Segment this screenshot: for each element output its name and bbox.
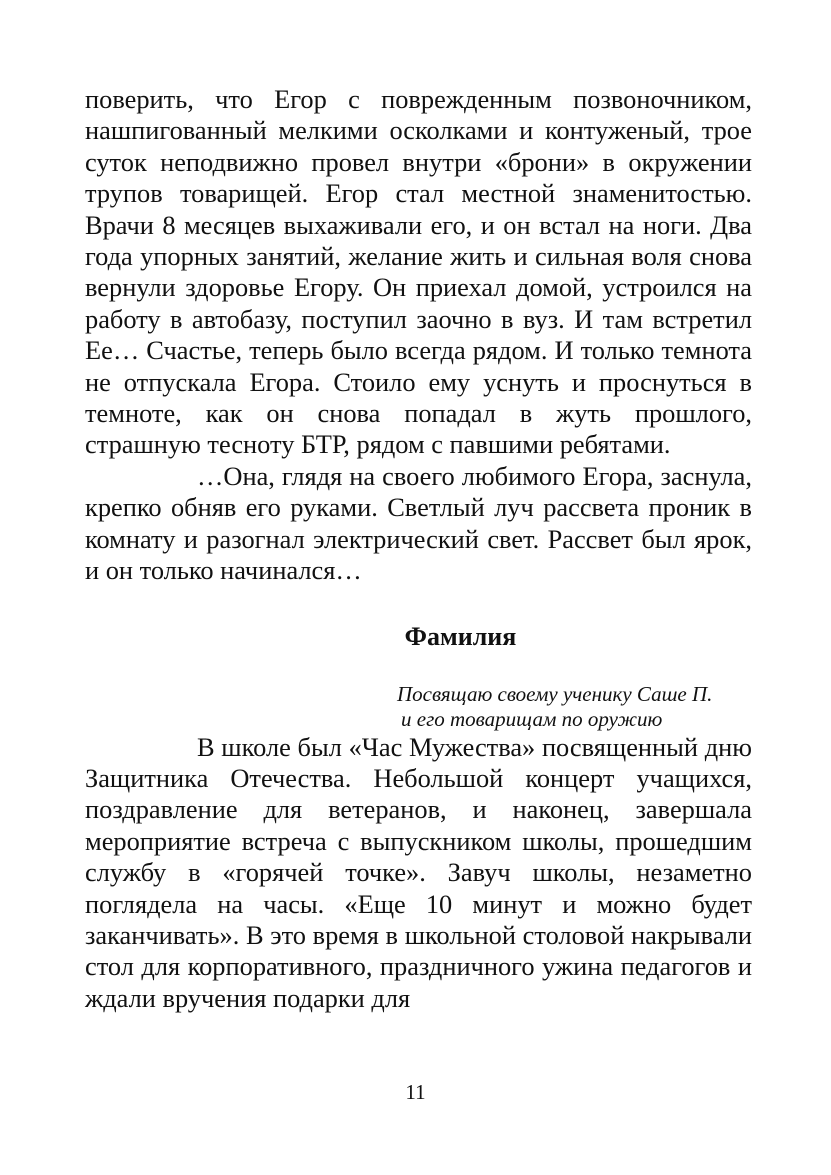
chapter-heading: Фамилия bbox=[404, 621, 517, 651]
page-number: 11 bbox=[405, 1080, 426, 1104]
body-paragraph: …Она, глядя на своего любимого Егора, заснула, крепко обняв его руками. Светлый луч рассвета проник в комнату и разогнал электрический свет. Рассвет был ярок, и он только начинался… bbox=[85, 460, 752, 586]
body-paragraph: поверить, что Егор с поврежденным позвоночником, нашпигованный мелкими осколками и контуженый, трое суток неподвижно провел внутри «брони» в окружении трупов товарищей. Егор стал местной знаменитостью. Врачи 8 месяцев выхаживали его, и он встал на ноги. Два года упорных занятий, желание жить и сильная воля снова вернули здоровье Егору. Он приехал домой, устроился на работу в автобазу, поступил заочно в вуз. И там встретил Ее… Счастье, теперь было всегда рядом. И только темнота не отпускала Егора. Стоило ему уснуть и проснуться в темноте, как он снова попадал в жуть прошлого, страшную тесноту БТР, рядом с павшими ребятами. bbox=[85, 84, 752, 460]
page-content bbox=[85, 84, 752, 1014]
body-paragraph: В школе был «Час Мужества» посвященный дню Защитника Отечества. Небольшой концерт учащихся, поздравление для ветеранов, и наконец, завершала мероприятие встреча с выпускником школы, прошедшим службу в «горячей точке». Завуч школы, незаметно поглядела на часы. «Еще 10 минут и можно будет заканчивать». В это время в школьной столовой накрывали стол для корпоративного, праздничного ужина педагогов и ждали вручения подарки для bbox=[85, 731, 752, 1013]
epigraph-line: Посвящаю своему ученику Саше П. bbox=[397, 681, 713, 706]
epigraph-line: и его товарищам по оружию bbox=[401, 706, 663, 731]
epigraph bbox=[397, 682, 752, 732]
